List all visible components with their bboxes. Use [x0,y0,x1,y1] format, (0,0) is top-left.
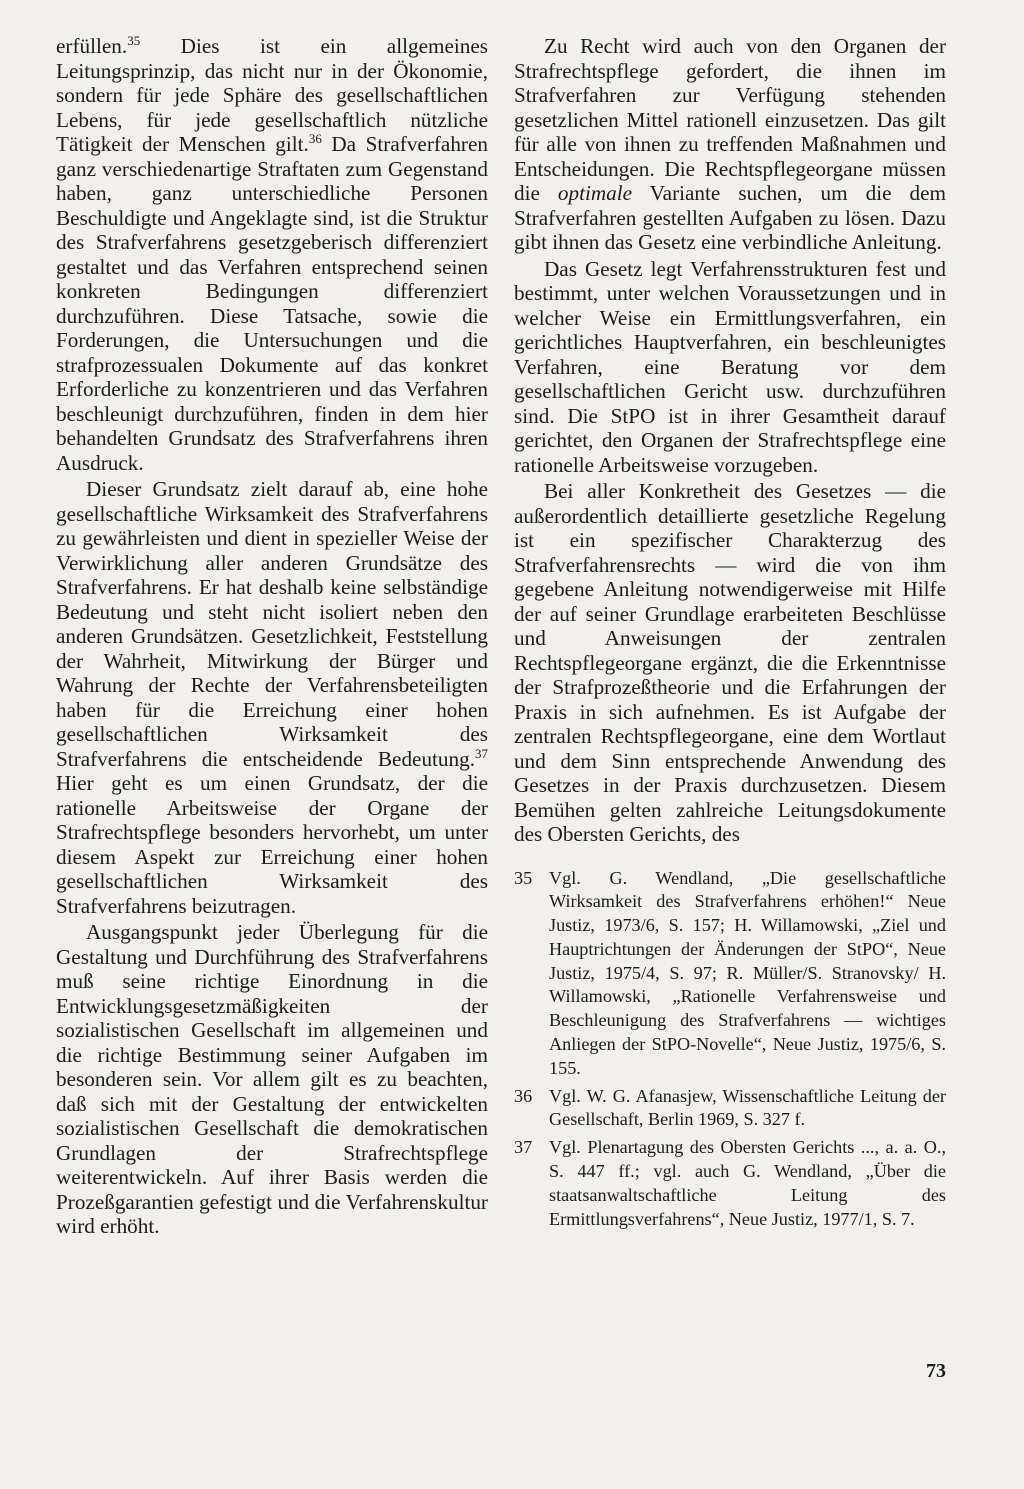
footnotes [514,867,946,1232]
body-paragraph [56,34,488,475]
paragraph-text: Variante suchen, um die dem Strafverfahren gestellten Aufgaben zu lösen. Dazu gibt ihnen das Gesetz eine verbindliche Anleitung. [514,181,946,254]
footnote-text: Vgl. W. G. Afanasjew, Wissenschaftliche Leitung der Gesellschaft, Berlin 1969, S. 327 f. [549,1085,946,1130]
footnote-reference[interactable]: 35 [127,33,141,48]
footnote [514,1136,946,1231]
footnote-text: Vgl. Plenartagung des Obersten Gerichts ..., a. a. O., S. 447 ff.; vgl. auch G. Wendland, „Über die staatsanwaltschaftliche Leitung des Ermittlungsverfahrens“, Neue Justiz, 1977/1, S. 7. [549,1137,946,1229]
footnote-number: 37 [514,1137,533,1158]
paragraph-text: Hier geht es um einen Grundsatz, der die rationelle Arbeitsweise der Organe der Strafrechtspflege besonders hervorhebt, um unter diesem Aspekt zur Erreichung einer hohen gesellschaftlichen Wirksamkeit des Strafverfahrens beizutragen. [56,771,488,918]
left-column [56,34,488,1239]
paragraph-text: Dieser Grundsatz zielt darauf ab, eine hohe gesellschaftliche Wirksamkeit des Strafverfahrens zu gewährleisten und dient in spezieller Weise der Verwirklichung aller anderen Grundsätze des Strafverfahrens. Er hat deshalb keine selbständige Bedeutung und steht nicht isoliert neben den anderen Grundsätzen. Gesetzlichkeit, Feststellung der Wahrheit, Mitwirkung der Bürger und Wahrung der Rechte der Verfahrensbeteiligten haben für die Erreichung einer hohen gesellschaftlichen Wirksamkeit des Strafverfahrens die entscheidende Bedeutung. [56,477,488,771]
footnote-reference[interactable]: 37 [475,745,488,761]
footnote-number: 36 [514,1085,533,1106]
paragraph-text: Das Gesetz legt Verfahrensstrukturen fest und bestimmt, unter welchen Voraussetzungen und in welcher Weise ein Ermittlungsverfahren, ein gerichtliches Hauptverfahren, ein beschleunigtes Verfahren, eine Beratung vor dem gesellschaftlichen Gericht usw. durchzuführen sind. Die StPO ist in ihrer Gesamtheit darauf gerichtet, den Organen der Strafrechtspflege eine rationelle Arbeitsweise vorzugeben. [514,256,946,477]
paragraph-text: Da Strafverfahren ganz verschiedenartige Straftaten zum Gegenstand haben, ganz unterschiedliche Personen Beschuldigte und Angeklagte sind, ist die Struktur des Strafverfahrens gesetzgeberisch differenziert gestaltet und das Verfahren entsprechend seinen konkreten Bedingungen differenziert durchzuführen. Diese Tatsache, sowie die Forderungen, die Untersuchungen und die strafprozessualen Dokumente auf das konkret Erforderliche zu konzentrieren und das Verfahren beschleunigt durchzuführen, finden in dem hier behandelten Grundsatz des Strafverfahrens ihren Ausdruck. [56,132,488,475]
body-paragraph [514,257,946,478]
footnote [514,1085,946,1133]
footnote-reference[interactable]: 36 [308,131,322,146]
paragraph-text: erfüllen. [56,34,128,58]
body-paragraph [56,477,488,918]
footnote-text: Vgl. G. Wendland, „Die gesellschaftliche Wirksamkeit des Strafverfahrens erhöhen!“ Neue Justiz, 1973/6, S. 157; H. Willamowski, „Ziel und Hauptrichtungen der Änderungen der StPO“, Neue Justiz, 1975/4, S. 97; R. Müller/S. Stranovsky/ H. Willamowski, „Rationelle Verfahrensweise und Beschleunigung des Strafverfahrens — wichtiges Anliegen der StPO-Novelle“, Neue Justiz, 1975/6, S. 155. [549,867,946,1078]
paragraph-text: Dies ist ein allgemeines Leitungsprinzip, das nicht nur in der Ökonomie, sondern für jede Sphäre des gesellschaftlichen Lebens, für jede gesellschaftlich nützliche Tätigkeit der Menschen gilt. [56,34,488,156]
right-column [514,34,946,1235]
footnote [514,867,946,1081]
footnote-number: 35 [514,867,533,888]
body-paragraph [514,34,946,255]
paragraph-text: Zu Recht wird auch von den Organen der Strafrechtspflege gefordert, die ihnen im Strafverfahren zur Verfügung stehenden gesetzlichen Mittel rationell einzusetzen. Das gilt für alle von ihnen zu treffenden Maßnahmen und Entscheidungen. Die Rechtspflegeorgane müssen die [514,34,946,205]
body-paragraph [514,479,946,847]
page-number: 73 [926,1360,946,1382]
paragraph-text: Ausgangspunkt jeder Überlegung für die Gestaltung und Durchführung des Strafverfahrens muß seine richtige Einordnung in die Entwicklungsgesetzmäßigkeiten der sozialistischen Gesellschaft im allgemeinen und die richtige Bestimmung seiner Aufgaben im besonderen sein. Vor allem gilt es zu beachten, daß sich mit der Gestaltung der entwickelten sozialistischen Gesellschaft die demokratischen Grundlagen der Strafrechtspflege weiterentwickeln. Auf ihrer Basis werden die Prozeßgarantien gefestigt und die Verfahrenskultur wird erhöht. [56,920,488,1238]
emphasized-word: optimale [557,181,633,205]
body-paragraph [56,920,488,1239]
paragraph-text: Bei aller Konkretheit des Gesetzes — die außerordentlich detaillierte gesetzliche Regelung ist ein spezifischer Charakterzug des Strafverfahrensrechts — wird die von ihm gegebene Anleitung notwendigerweise mit Hilfe der auf seiner Grundlage erarbeiteten Beschlüsse und Anweisungen der zentralen Rechtspflegeorgane ergänzt, die die Erkenntnisse der Strafprozeßtheorie und die Erfahrungen der Praxis in sich aufnehmen. Es ist Aufgabe der zentralen Rechtspflegeorgane, eine dem Wortlaut und dem Sinn entsprechende Anwendung des Gesetzes in der Praxis durchzusetzen. Diesem Bemühen gelten zahlreiche Leitungsdokumente des Obersten Gerichts, des [514,479,946,846]
